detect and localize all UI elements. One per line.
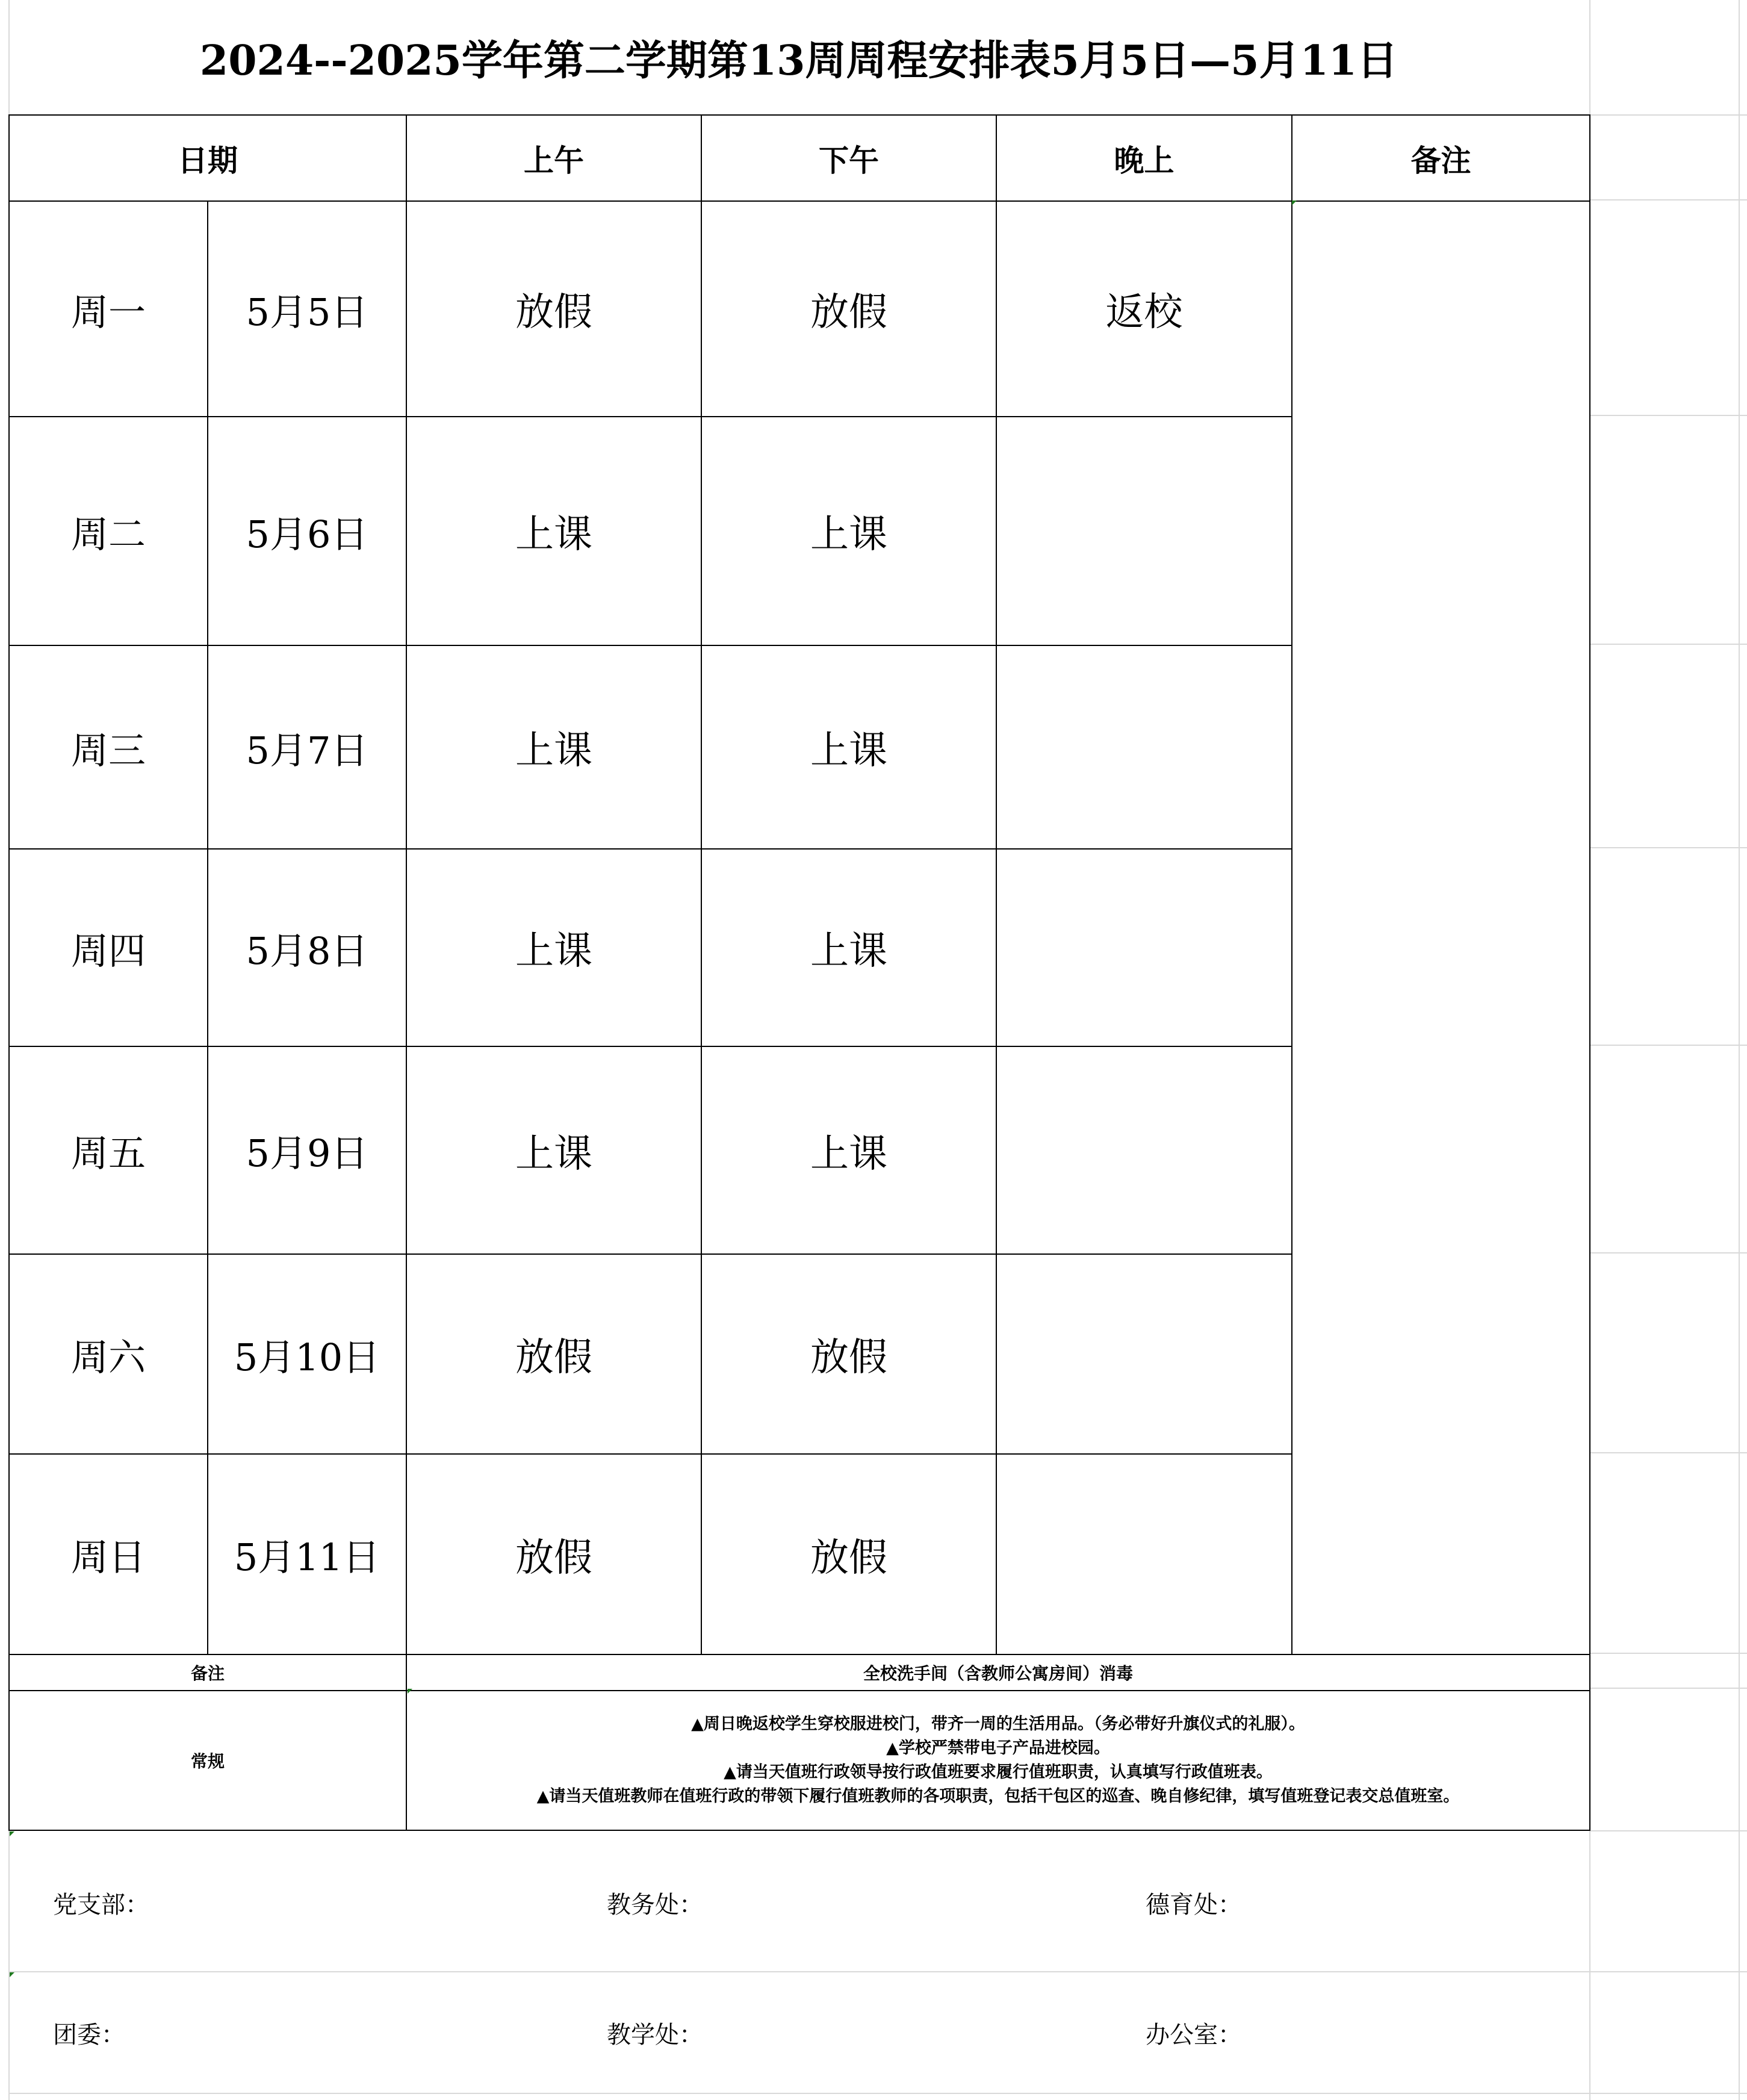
cell-marker (10, 1972, 14, 1977)
evening-cell: 返校 (996, 201, 1292, 417)
date-cell: 5月9日 (208, 1046, 406, 1254)
routine-line: ▲学校严禁带电子产品进校园。 (886, 1739, 1110, 1757)
afternoon-cell: 上课 (701, 849, 996, 1046)
page-title: 2024--2025学年第二学期第13周周程安排表5月5日—5月11日 (199, 36, 1398, 85)
morning-cell: 上课 (406, 645, 701, 849)
date-cell: 5月5日 (208, 201, 406, 417)
cell-marker (10, 1831, 14, 1836)
date-cell: 5月8日 (208, 849, 406, 1046)
day-cell: 周三 (9, 645, 208, 849)
morning-cell: 放假 (406, 201, 701, 417)
date-cell: 5月11日 (208, 1454, 406, 1654)
afternoon-cell: 放假 (701, 1254, 996, 1454)
signature-party: 党支部： (53, 1891, 149, 1919)
header-evening: 晚上 (996, 115, 1292, 201)
routine-row (9, 1691, 1590, 1830)
day-cell: 周四 (9, 849, 208, 1046)
afternoon-cell: 上课 (701, 1046, 996, 1254)
signature-league: 团委： (53, 2021, 125, 2049)
routine-line: ▲请当天值班教师在值班行政的带领下履行值班教师的各项职责，包括干包区的巡查、晚自修纪律，填写值班登记表交总值班室。 (536, 1787, 1460, 1806)
header-date: 日期 (9, 115, 406, 201)
date-cell: 5月7日 (208, 645, 406, 849)
schedule-table (8, 114, 1590, 1831)
evening-cell (996, 1254, 1292, 1454)
remarks-cell (1292, 201, 1590, 1654)
day-cell: 周六 (9, 1254, 208, 1454)
morning-cell: 上课 (406, 849, 701, 1046)
evening-cell (996, 1046, 1292, 1254)
date-cell: 5月6日 (208, 417, 406, 645)
signature-moral: 德育处： (1146, 1891, 1242, 1919)
afternoon-cell: 放假 (701, 201, 996, 417)
cell-marker (1292, 200, 1297, 205)
note-row (9, 1654, 1590, 1691)
signature-office: 办公室： (1146, 2021, 1242, 2049)
evening-cell (996, 645, 1292, 849)
routine-line: ▲请当天值班行政领导按行政值班要求履行值班职责，认真填写行政值班表。 (724, 1763, 1273, 1782)
evening-cell (996, 417, 1292, 645)
day-cell: 周日 (9, 1454, 208, 1654)
morning-cell: 上课 (406, 417, 701, 645)
routine-line: ▲周日晚返校学生穿校服进校门，带齐一周的生活用品。（务必带好升旗仪式的礼服）。 (691, 1715, 1305, 1733)
afternoon-cell: 上课 (701, 417, 996, 645)
signature-academic: 教务处： (607, 1891, 703, 1919)
day-cell: 周二 (9, 417, 208, 645)
note-text: 全校洗手间（含教师公寓房间）消毒 (406, 1654, 1590, 1691)
routine-label: 常规 (9, 1691, 406, 1830)
header-row (9, 115, 1590, 201)
morning-cell: 放假 (406, 1254, 701, 1454)
routine-text (406, 1691, 1590, 1830)
afternoon-cell: 上课 (701, 645, 996, 849)
table-row (9, 201, 1590, 417)
header-morning: 上午 (406, 115, 701, 201)
note-label: 备注 (9, 1654, 406, 1691)
header-remarks: 备注 (1292, 115, 1590, 201)
header-afternoon: 下午 (701, 115, 996, 201)
day-cell: 周一 (9, 201, 208, 417)
cell-marker (408, 1689, 412, 1694)
evening-cell (996, 1454, 1292, 1654)
date-cell: 5月10日 (208, 1254, 406, 1454)
afternoon-cell: 放假 (701, 1454, 996, 1654)
morning-cell: 放假 (406, 1454, 701, 1654)
morning-cell: 上课 (406, 1046, 701, 1254)
signature-teaching: 教学处： (607, 2021, 703, 2049)
day-cell: 周五 (9, 1046, 208, 1254)
evening-cell (996, 849, 1292, 1046)
